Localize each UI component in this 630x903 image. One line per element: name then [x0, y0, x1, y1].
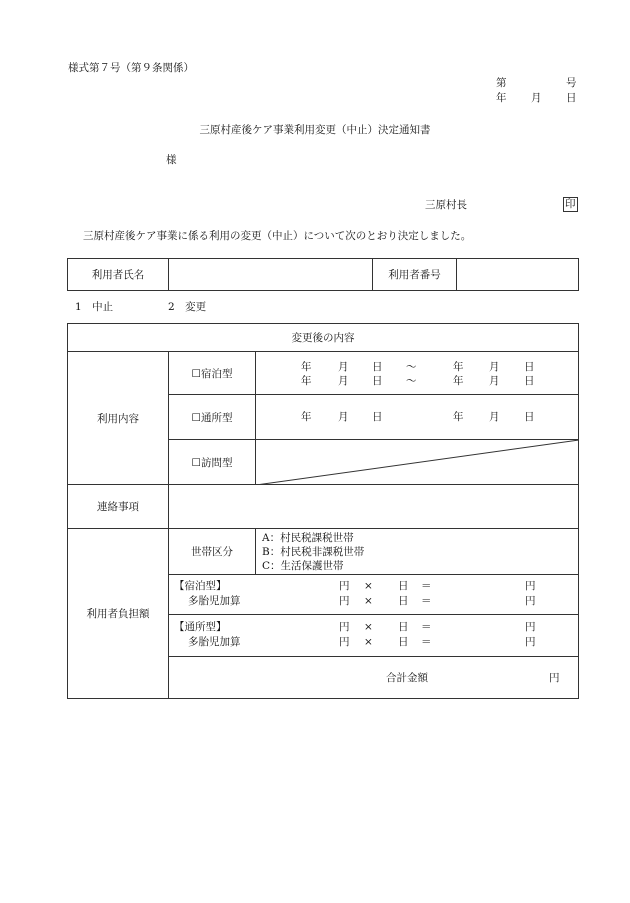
- day-fee-yen: 円: [339, 621, 350, 633]
- page-title: 三原村産後ケア事業利用変更（中止）決定通知書: [199, 124, 431, 136]
- stay-to-day-2: 日: [524, 375, 535, 387]
- doc-number-suffix: 号: [566, 77, 577, 89]
- stay-to-year-1: 年: [453, 361, 464, 373]
- stay-from-year-1: 年: [301, 361, 312, 373]
- addressee-suffix: 様: [166, 154, 177, 166]
- stay-multi-equals: ＝: [421, 595, 432, 607]
- contact-label: 連絡事項: [68, 485, 169, 529]
- day-to-month: 月: [489, 411, 500, 423]
- stay-multi-total-yen: 円: [525, 595, 536, 607]
- body-text: 三原村産後ケア事業に係る利用の変更（中止）について次のとおり決定しました。: [83, 230, 472, 242]
- day-multi-total-yen: 円: [525, 636, 536, 648]
- stay-from-day-2: 日: [372, 375, 383, 387]
- stay-to-day-1: 日: [524, 361, 535, 373]
- contact-field[interactable]: [169, 485, 579, 529]
- household-a: A：村民税課税世帯: [262, 532, 354, 544]
- main-table-header: 変更後の内容: [68, 324, 579, 352]
- usage-label: 利用内容: [68, 352, 169, 485]
- user-name-field[interactable]: [169, 259, 373, 291]
- stay-from-month-1: 月: [338, 361, 349, 373]
- stay-tilde-2: ～: [406, 375, 417, 387]
- day-fee-equals: ＝: [421, 621, 432, 633]
- household-label: 世帯区分: [169, 529, 256, 575]
- issuer: 三原村長: [425, 199, 467, 211]
- stay-to-month-1: 月: [489, 361, 500, 373]
- stay-to-year-2: 年: [453, 375, 464, 387]
- visit-cell-struck: [256, 440, 579, 485]
- day-multi-yen: 円: [339, 636, 350, 648]
- stay-fee-yen: 円: [339, 580, 350, 592]
- day-multi-equals: ＝: [421, 636, 432, 648]
- stay-fee-times: ×: [364, 580, 373, 592]
- stay-multi-days: 日: [398, 595, 409, 607]
- option-change: 2 変更: [168, 301, 207, 313]
- household-c: C：生活保護世帯: [262, 560, 344, 572]
- day-fee-total-yen: 円: [525, 621, 536, 633]
- date-year: 年: [496, 92, 507, 104]
- stay-multi-birth: 多胎児加算: [188, 595, 241, 607]
- form-number: 様式第７号（第９条関係）: [68, 62, 194, 74]
- stay-fee-heading: 【宿泊型】: [174, 580, 227, 592]
- main-table: [67, 323, 579, 699]
- day-fee-row: [169, 615, 579, 657]
- day-type-checkbox[interactable]: ☐通所型: [169, 395, 256, 440]
- user-number-field[interactable]: [457, 259, 579, 291]
- visit-type-checkbox[interactable]: ☐訪問型: [169, 440, 256, 485]
- stay-fee-row: [169, 575, 579, 615]
- user-name-label: 利用者氏名: [68, 259, 169, 291]
- day-to-year: 年: [453, 411, 464, 423]
- day-multi-times: ×: [364, 636, 373, 648]
- stay-to-month-2: 月: [489, 375, 500, 387]
- day-multi-days: 日: [398, 636, 409, 648]
- day-fee-days: 日: [398, 621, 409, 633]
- option-cancel: 1 中止: [75, 301, 114, 313]
- stay-fee-equals: ＝: [421, 580, 432, 592]
- household-b: B：村民税非課税世帯: [262, 546, 365, 558]
- day-from-month: 月: [338, 411, 349, 423]
- stay-fee-days: 日: [398, 580, 409, 592]
- day-to-day: 日: [524, 411, 535, 423]
- day-multi-birth: 多胎児加算: [188, 636, 241, 648]
- household-options: [256, 529, 579, 575]
- total-label: 合計金額: [386, 672, 428, 684]
- date-month: 月: [531, 92, 542, 104]
- stay-multi-yen: 円: [339, 595, 350, 607]
- diagonal-strike: [256, 440, 579, 485]
- day-fee-heading: 【通所型】: [174, 621, 227, 633]
- user-table: [67, 258, 579, 291]
- stay-fee-total-yen: 円: [525, 580, 536, 592]
- stay-tilde-1: ～: [406, 361, 417, 373]
- stay-from-year-2: 年: [301, 375, 312, 387]
- burden-label: 利用者負担額: [68, 529, 169, 699]
- day-dates: [256, 395, 579, 440]
- day-from-day: 日: [372, 411, 383, 423]
- seal-mark: 印: [565, 198, 576, 210]
- stay-multi-times: ×: [364, 595, 373, 607]
- date-day: 日: [566, 92, 577, 104]
- stay-from-day-1: 日: [372, 361, 383, 373]
- user-number-label: 利用者番号: [373, 259, 457, 291]
- stay-type-checkbox[interactable]: ☐宿泊型: [169, 352, 256, 395]
- day-fee-times: ×: [364, 621, 373, 633]
- stay-dates: [256, 352, 579, 395]
- day-from-year: 年: [301, 411, 312, 423]
- stay-from-month-2: 月: [338, 375, 349, 387]
- total-yen: 円: [549, 672, 560, 684]
- total-row: [169, 657, 579, 699]
- doc-number-prefix: 第: [496, 77, 507, 89]
